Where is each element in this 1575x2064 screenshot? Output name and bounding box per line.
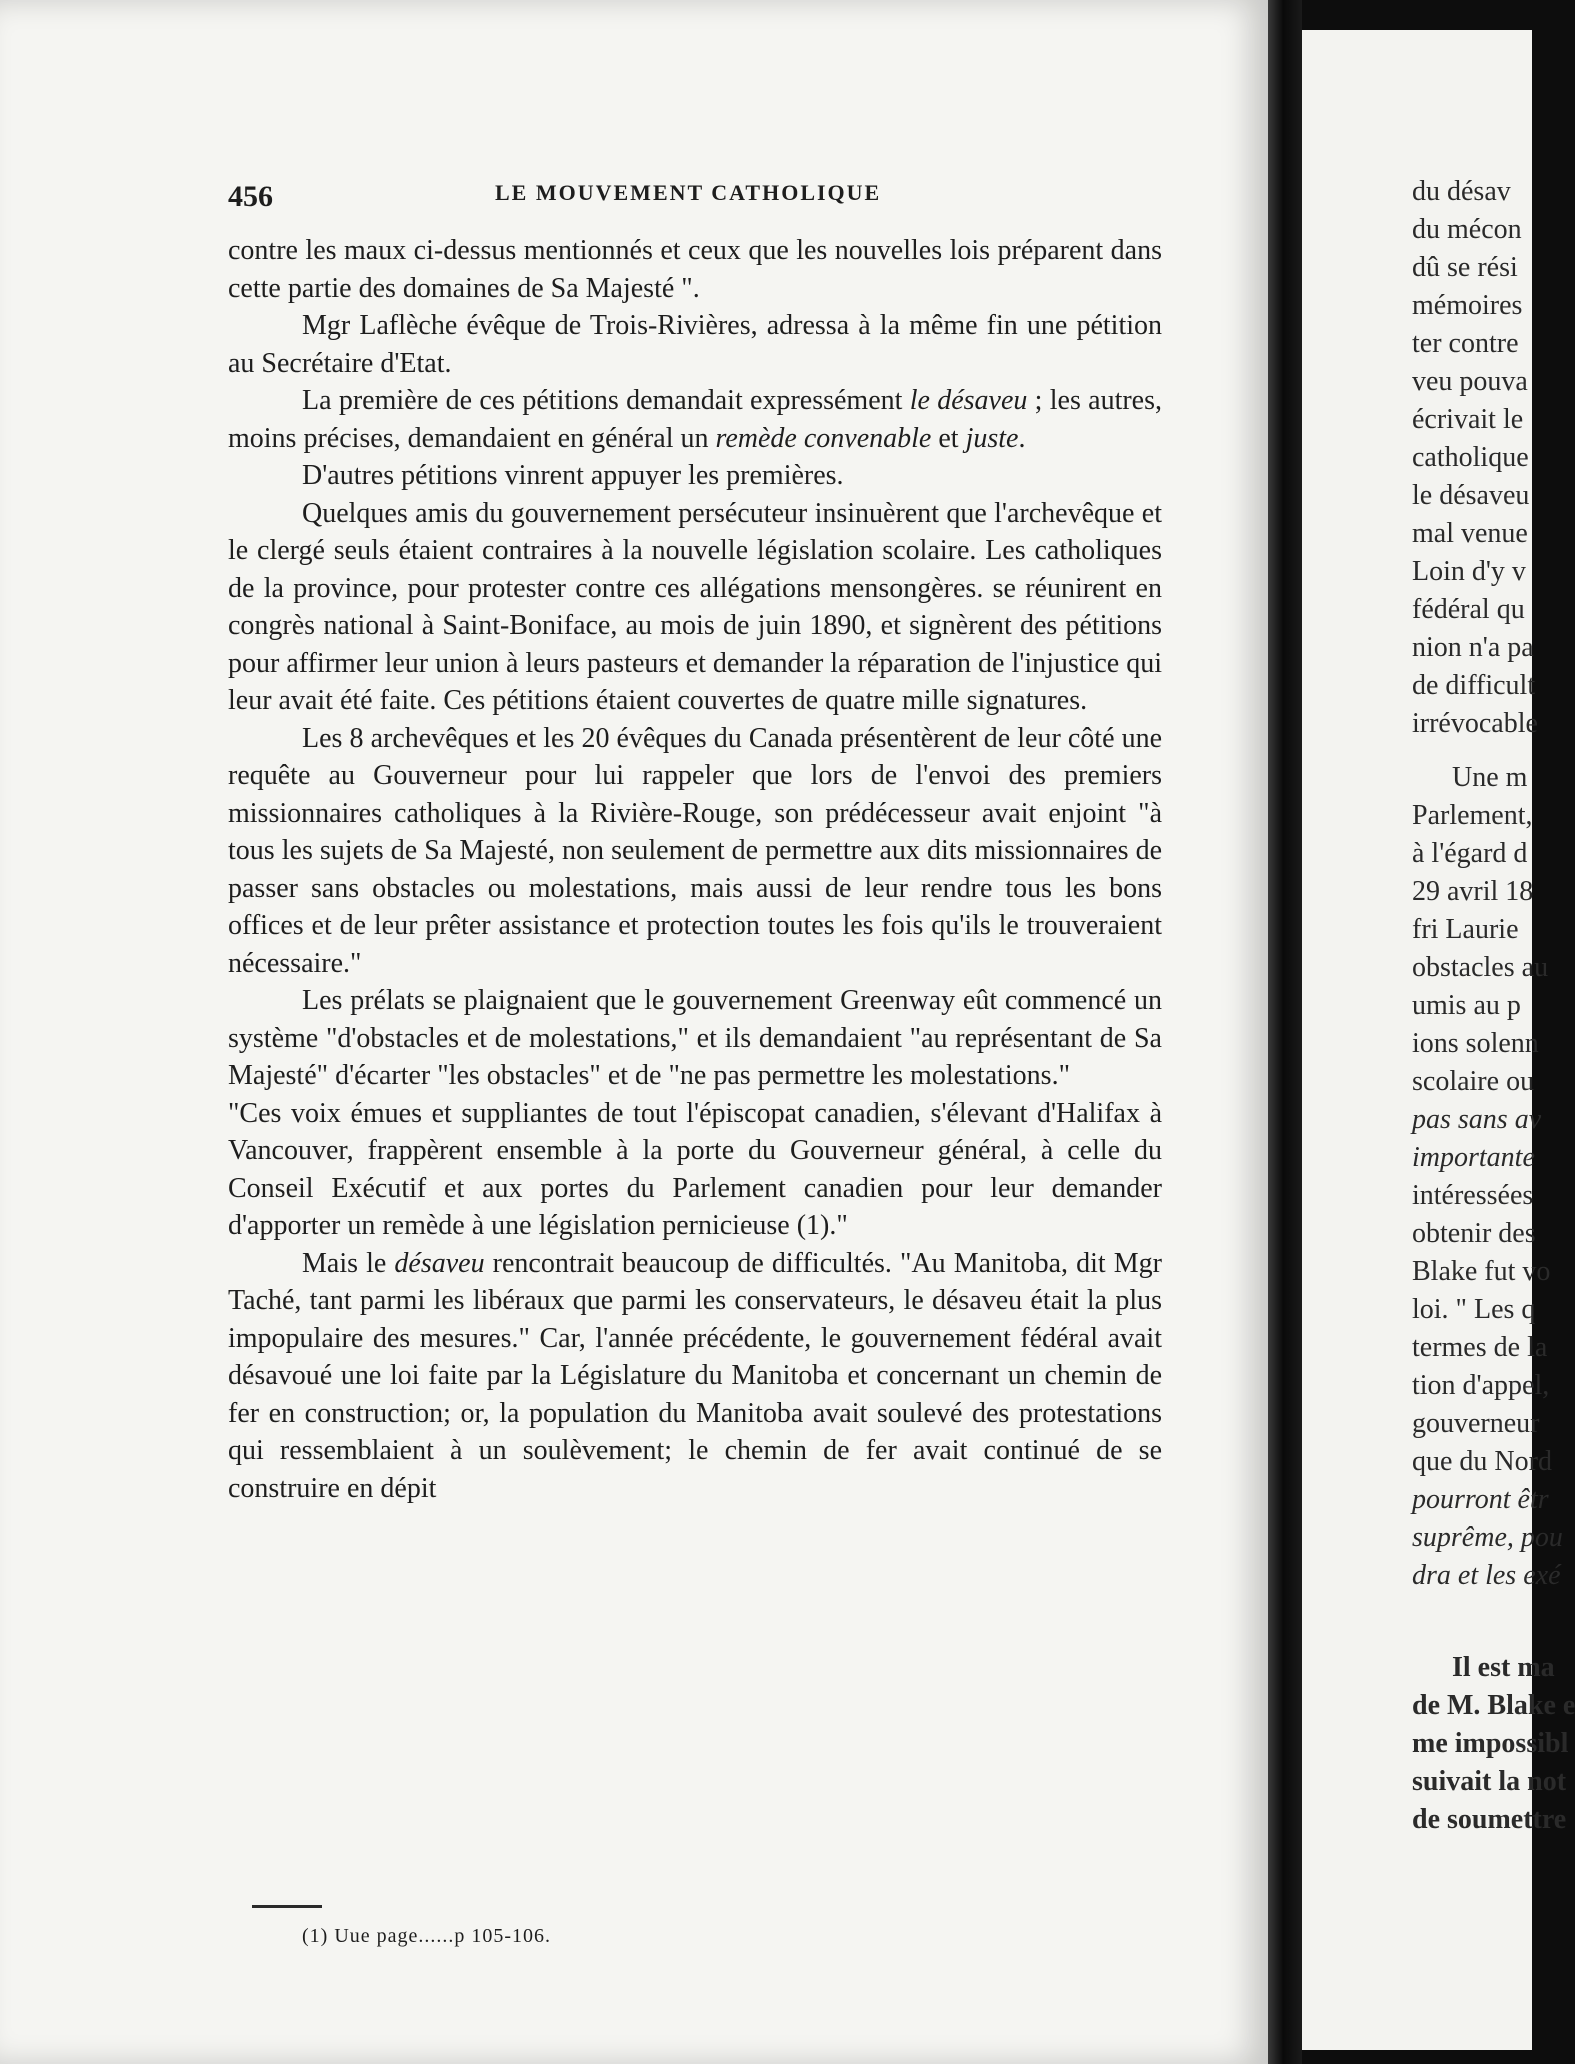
right-page-line: à l'égard d (1412, 838, 1528, 869)
paragraph (228, 457, 1162, 495)
footnote: (1) Uue page......p 105-106. (302, 1925, 552, 1947)
text-run: ; les autres, moins précises, demandaient en général un (228, 385, 1163, 454)
right-page-line: gouverneur (1412, 1408, 1540, 1439)
right-page-line: Parlement, (1412, 800, 1533, 831)
text-run: D'autres pétitions vinrent appuyer les premières. (302, 460, 844, 491)
text-run: La première de ces pétitions demandait expressément (302, 385, 910, 416)
right-page-line: importante (1412, 1142, 1535, 1173)
right-page-line: que du Nord (1412, 1446, 1552, 1477)
paragraph (228, 232, 1162, 307)
text-run: "Ces voix émues et suppliantes de tout l'épiscopat canadien, s'élevant d'Halifax à Vancouver, frappèrent ensemble à la porte du Gouverneur général, à celle du Conseil Exécutif et aux portes du Parlement canadien pour leur demander d'apporter un remède à une législation pernicieuse (1)." (228, 1097, 1162, 1241)
text-run: Les prélats se plaignaient que le gouvernement Greenway eût commencé un système "d'obstacles et de molestations," et ils demandaient "au représentant de Sa Majesté" d'écarter "les obstacles" et de "ne pas permettre les molestations." (228, 985, 1162, 1091)
right-page-line: Une m (1452, 762, 1528, 793)
right-page-line: fédéral qu (1412, 594, 1525, 625)
right-page-line: de soumettre (1412, 1804, 1567, 1835)
running-title: LE MOUVEMENT CATHOLIQUE (495, 180, 882, 205)
right-page-line: mal venue (1412, 518, 1528, 549)
right-page-line: intéressées (1412, 1180, 1534, 1211)
italic-text: juste (965, 422, 1019, 454)
right-page-line: loi. " Les q (1412, 1294, 1536, 1325)
paragraph (228, 495, 1162, 720)
right-page-line: pas sans av (1412, 1104, 1542, 1135)
right-page-line: veu pouva (1412, 366, 1528, 397)
right-page-line: de difficult (1412, 670, 1536, 701)
italic-text: le désaveu (909, 385, 1028, 416)
right-page-line: ter contre (1412, 328, 1519, 359)
italic-text: remède convenable (715, 422, 932, 454)
paragraph (228, 1245, 1162, 1508)
right-page-line: tion d'appel, (1412, 1370, 1550, 1401)
right-page-line: de M. Blake e (1412, 1690, 1575, 1721)
right-page (1302, 30, 1575, 2050)
text-run: Mais le (302, 1247, 395, 1279)
right-page-line: 29 avril 18 (1412, 876, 1534, 907)
running-head (228, 176, 1158, 216)
text-run: rencontrait beaucoup de difficultés. "Au Manitoba, dit Mgr Taché, tant parmi les libéraux que parmi les conservateurs, le désaveu était la plus impopulaire des mesures." Car, l'année précédente, le gouvernement fédéral avait désavoué une loi faite par la Législature du Manitoba et concernant un chemin de fer en construction; or, la population du Manitoba avait soulevé des protestations qui ressemblaient à un soulèvement; le chemin de fer avait continué de se construire en dépit (228, 1247, 1162, 1504)
right-page-line: termes de la (1412, 1332, 1548, 1363)
right-page-line: écrivait le (1412, 404, 1524, 435)
text-run: et (931, 422, 966, 454)
right-page-line: pourront êtr (1412, 1484, 1549, 1515)
right-page-line: obstacles au (1412, 952, 1549, 983)
right-page-line: Il est ma (1452, 1652, 1555, 1683)
right-page-line: dra et les exé (1412, 1560, 1561, 1591)
paragraph (228, 982, 1162, 1095)
right-page-line: Blake fut vo (1412, 1256, 1551, 1287)
text-run: Les 8 archevêques et les 20 évêques du Canada présentèrent de leur côté une requête au Gouverneur pour lui rappeler que lors de l'envoi des premiers missionnaires catholiques à la Rivière-Rouge, son prédécesseur avait enjoint "à tous les sujets de Sa Majesté, non seulement de permettre aux dits missionnaires de passer sans obstacles ou molestations, mais aussi de leur rendre tous les bons offices et de leur prêter assistance et protection toutes les fois qu'ils le trouveraient nécessaire." (228, 722, 1162, 979)
right-page-line: Loin d'y v (1412, 556, 1526, 587)
paragraph (228, 1095, 1162, 1245)
right-page-line: irrévocable (1412, 708, 1538, 739)
right-page-line: umis au p (1412, 990, 1521, 1021)
right-page-line: obtenir des (1412, 1218, 1536, 1249)
italic-text: désaveu (394, 1247, 485, 1279)
right-page-line: scolaire ou (1412, 1066, 1535, 1097)
text-run: . (1018, 422, 1026, 454)
right-page-line: du mécon (1412, 214, 1522, 245)
text-run: Quelques amis du gouvernement persécuteur insinuèrent que l'archevêque et le clergé seuls étaient contraires à la nouvelle législation scolaire. Les catholiques de la province, pour protester contre ces allégations mensongères. se réunirent en congrès national à Saint-Boniface, au mois de juin 1890, et signèrent des pétitions pour affirmer leur union à leurs pasteurs et demander la réparation de l'injustice qui leur avait été faite. Ces pétitions étaient couvertes de quatre mille signatures. (228, 497, 1162, 716)
right-page-line: dû se rési (1412, 252, 1518, 283)
right-page-line: mémoires (1412, 290, 1523, 321)
paragraph (228, 382, 1162, 457)
paragraph (228, 307, 1162, 382)
book-gutter (1268, 0, 1302, 2064)
right-page-line: suprême, pou (1412, 1522, 1563, 1553)
text-run: Mgr Laflèche évêque de Trois-Rivières, adressa à la même fin une pétition au Secrétaire d'Etat. (228, 310, 1162, 379)
right-page-line: me impossibl (1412, 1728, 1569, 1759)
page-number: 456 (228, 180, 273, 213)
right-page-line: ions solenn (1412, 1028, 1539, 1059)
right-page-line: du désav (1412, 176, 1511, 207)
right-page-line: catholique (1412, 442, 1529, 473)
right-page-line: le désaveu (1412, 480, 1530, 511)
footnote-rule (252, 1905, 322, 1908)
right-page-line: fri Laurie (1412, 914, 1519, 945)
right-page-line: nion n'a pa (1412, 632, 1534, 663)
text-run: contre les maux ci-dessus mentionnés et ceux que les nouvelles lois préparent dans cette partie des domaines de Sa Majesté ". (228, 235, 1162, 304)
right-page-line: suivait la not (1412, 1766, 1567, 1797)
body-text (228, 232, 1162, 1507)
paragraph (228, 720, 1162, 983)
